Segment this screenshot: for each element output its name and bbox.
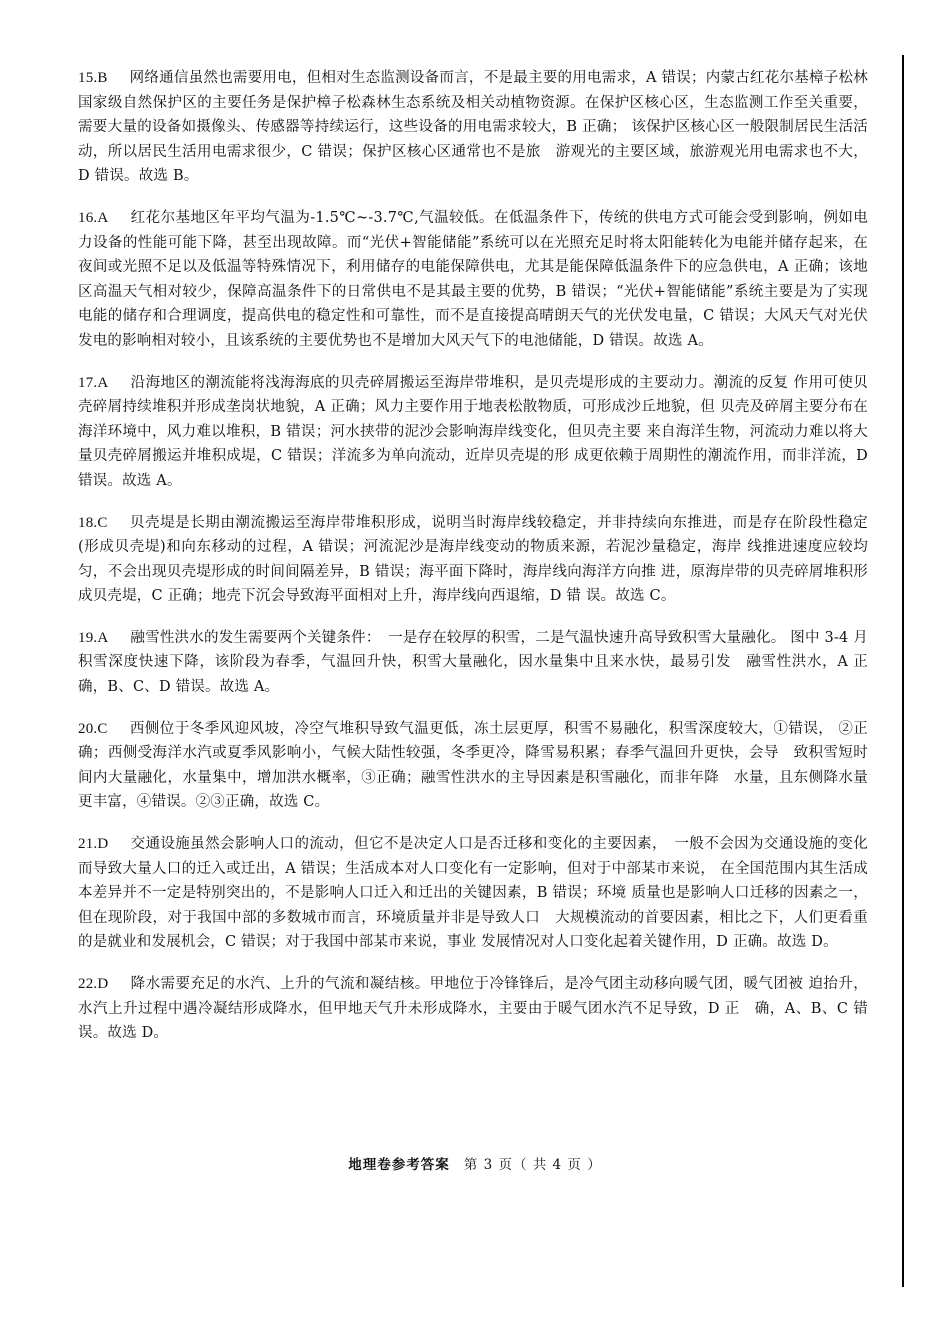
page-footer [0, 1153, 950, 1173]
answer-item-15 [78, 66, 868, 189]
answer-explanation: 西侧位于冬季风迎风坡，冷空气堆积导致气温更低，冻土层更厚，积雪不易融化，积雪深度较大，①错误， ②正确；西侧受海洋水汽或夏季风影响小，气候大陆性较强，冬季更冷，降雪易积累；春季气温回升更快，会导 致积雪短时间内大量融化，水量集中，增加洪水概率，③正确；融雪性洪水的主导因素是积雪融化，而非年降 水量，且东侧降水量更丰富，④错误。②③正确，故选 C。 [78, 720, 868, 811]
answer-number: 19.A [78, 629, 109, 646]
answer-item-16 [78, 206, 868, 354]
answer-item-17 [78, 371, 868, 494]
answer-explanation: 贝壳堤是长期由潮流搬运至海岸带堆积形成，说明当时海岸线较稳定，并非持续向东推进，而是存在阶段性稳定(形成贝壳堤)和向东移动的过程，A 错误；河流泥沙是海岸线变动的物质来源，若泥沙量稳定，海岸 线推进速度应较均匀，不会出现贝壳堤形成的时间间隔差异，B 错误；海平面下降时，海岸线向海洋方向推 进，原海岸带的贝壳碎屑堆积形成贝壳堤，C 正确；地壳下沉会导致海平面相对上升，海岸线向西退缩，D 错 误。故选 C。 [78, 514, 868, 605]
answer-item-20 [78, 717, 868, 815]
answer-explanation: 沿海地区的潮流能将浅海海底的贝壳碎屑搬运至海岸带堆积，是贝壳堤形成的主要动力。潮流的反复 作用可使贝壳碎屑持续堆积并形成垄岗状地貌，A 正确；风力主要作用于地表松散物质，可形成沙丘地貌，但 贝壳及碎屑主要分布在海洋环境中，风力难以堆积，B 错误；河水挟带的泥沙会影响海岸线变化，但贝壳主要 来自海洋生物，河流动力难以将大量贝壳碎屑搬运并堆积成堤，C 错误；洋流多为单向流动，近岸贝壳堤的形 成更依赖于周期性的潮流作用，而非洋流，D 错误。故选 A。 [78, 374, 868, 489]
answer-explanation: 交通设施虽然会影响人口的流动，但它不是决定人口是否迁移和变化的主要因素， 一般不会因为交通设施的变化而导致大量人口的迁入或迁出，A 错误；生活成本对人口变化有一定影响，但对于中部某市来说， 在全国范围内其生活成本差异并不一定是特别突出的，不是影响人口迁入和迁出的关键因素，B 错误；环境 质量也是影响人口迁移的因素之一，但在现阶段，对于我国中部的多数城市而言，环境质量并非是导致人口 大规模流动的首要因素，相比之下，人们更看重的是就业和发展机会，C 错误；对于我国中部某市来说，事业 发展情况对人口变化起着关键作用，D 正确。故选 D。 [78, 836, 868, 951]
answer-number: 16.A [78, 209, 109, 226]
footer-title: 地理卷参考答案 [348, 1157, 450, 1173]
answer-explanation: 融雪性洪水的发生需要两个关键条件： 一是存在较厚的积雪，二是气温快速升高导致积雪大量融化。 图中 3-4 月积雪深度快速下降，该阶段为春季，气温回升快，积雪大量融化，因水量集中且来水快，最易引发 融雪性洪水，A 正确，B、C、D 错误。故选 A。 [78, 629, 868, 696]
answer-explanation: 红花尔基地区年平均气温为-1.5℃~-3.7℃,气温较低。在低温条件下，传统的供电方式可能会受到影响，例如电力设备的性能可能下降，甚至出现故障。而“光伏+智能储能”系统可以在光照充足时将太阳能转化为电能并储存起来，在夜间或光照不足以及低温等特殊情况下，利用储存的电能保障供电，尤其是能保障低温条件下的应急供电，A 正确；该地区高温天气相对较少，保障高温条件下的日常供电不是其最主要的优势，B 错误；“光伏+智能储能”系统主要是为了实现电能的储存和合理调度，提高供电的稳定性和可靠性，而不是直接提高晴朗天气的光伏发电量，C 错误；大风天气对光伏发电的影响相对较小，且该系统的主要优势也不是增加大风天气下的电池储能，D 错误。故选 A。 [78, 209, 868, 349]
answer-item-18 [78, 511, 868, 609]
answer-number: 18.C [78, 514, 108, 531]
answer-list [78, 66, 868, 1063]
answer-number: 22.D [78, 976, 109, 992]
answer-explanation: 网络通信虽然也需要用电，但相对生态监测设备而言，不是最主要的用电需求，A 错误；内蒙古红花尔基樟子松林国家级自然保护区的主要任务是保护樟子松森林生态系统及相关动植物资源。在保护区核心区，生态监测工作至关重要，需要大量的设备如摄像头、传感器等持续运行，这些设备的用电需求较大，B 正确； 该保护区核心区一般限制居民生活活动，所以居民生活用电需求很少，C 错误；保护区核心区通常也不是旅 游观光的主要区域，旅游观光用电需求也不大，D 错误。故选 B。 [78, 70, 868, 185]
answer-item-22 [78, 972, 868, 1046]
footer-page-number: 第 3 页（ 共 4 页 ） [463, 1157, 602, 1173]
answer-number: 17.A [78, 374, 109, 391]
answer-number: 15.B [78, 70, 108, 86]
answer-item-21 [78, 832, 868, 955]
answer-number: 20.C [78, 720, 108, 737]
answer-explanation: 降水需要充足的水汽、上升的气流和凝结核。甲地位于冷锋锋后，是冷气团主动移向暖气团，暖气团被 迫抬升，水汽上升过程中遇冷凝结形成降水，但甲地天气升未形成降水，主要由于暖气团水汽不足导致，D 正 确，A、B、C 错误。故选 D。 [78, 976, 868, 1042]
binding-margin-line [902, 55, 904, 1287]
answer-number: 21.D [78, 836, 109, 853]
answer-item-19 [78, 626, 868, 700]
